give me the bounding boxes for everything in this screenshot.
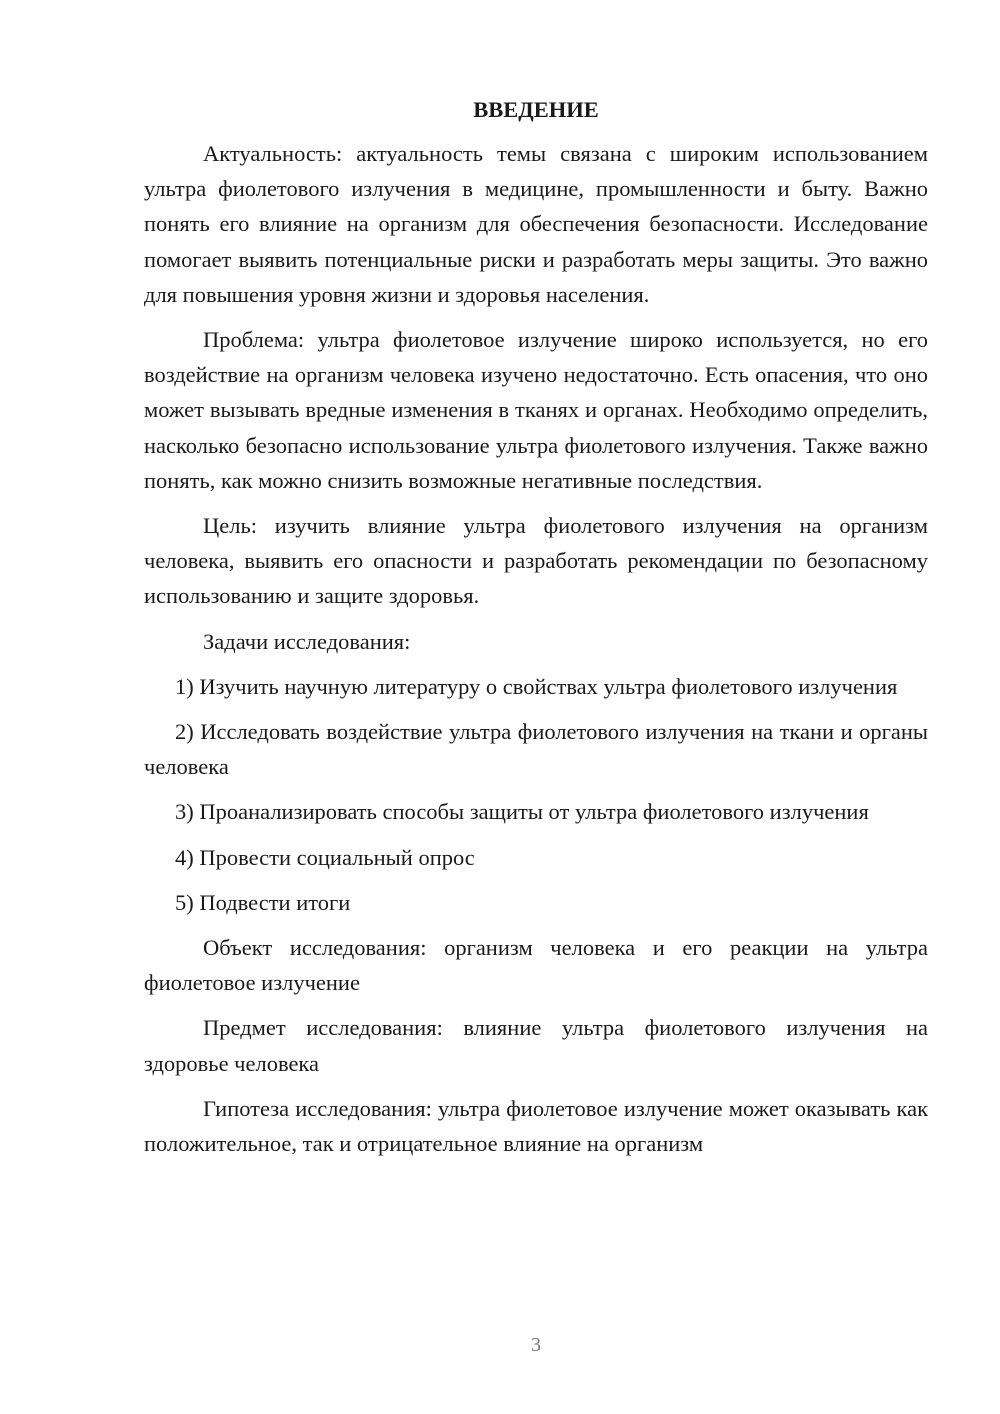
section-title: ВВЕДЕНИЕ xyxy=(473,97,599,122)
page-number: 3 xyxy=(531,1334,541,1356)
paragraph-subject: Предмет исследования: влияние ультра фиолетового излучения на здоровье человека xyxy=(144,1015,928,1076)
paragraph-hypothesis: Гипотеза исследования: ультра фиолетовое излучение может оказывать как положительное, так и отрицательное влияние на организм xyxy=(144,1095,928,1157)
paragraph-relevance: Актуальность: актуальность темы связана с широким использованием ультра фиолетового излучения в медицине, промышленности и быту. Важно понять его влияние на организм для обеспечения безопасности. Исследование помогает выявить потенциальные риски и разработать меры защиты. Это важно для повышения уровня жизни и здоровья населения. xyxy=(144,141,928,307)
paragraph-problem: Проблема: ультра фиолетовое излучение широко используется, но его воздействие на организм человека изучено недостаточно. Есть опасения, что оно может вызывать вредные изменения в тканях и органах. Необходимо определить, насколько безопасно использование ультра фиолетового излучения. Также важно понять, как можно снизить возможные негативные последствия. xyxy=(144,327,928,493)
task-item: 2) Исследовать воздействие ультра фиолетового излучения на ткани и органы человека xyxy=(144,719,928,780)
task-item: 3) Проанализировать способы защиты от ультра фиолетового излучения xyxy=(175,799,869,825)
task-item: 5) Подвести итоги xyxy=(175,889,351,915)
paragraph-tasks-heading: Задачи исследования: xyxy=(203,628,411,654)
paragraph-object: Объект исследования: организм человека и его реакции на ультра фиолетовое излучение xyxy=(144,935,928,996)
task-item: 4) Провести социальный опрос xyxy=(175,844,475,870)
paragraph-goal: Цель: изучить влияние ультра фиолетового излучения на организм человека, выявить его опасности и разработать рекомендации по безопасному использованию и защите здоровья. xyxy=(144,513,928,609)
task-item: 1) Изучить научную литературу о свойствах ультра фиолетового излучения xyxy=(175,673,898,699)
page-content xyxy=(144,92,928,1171)
